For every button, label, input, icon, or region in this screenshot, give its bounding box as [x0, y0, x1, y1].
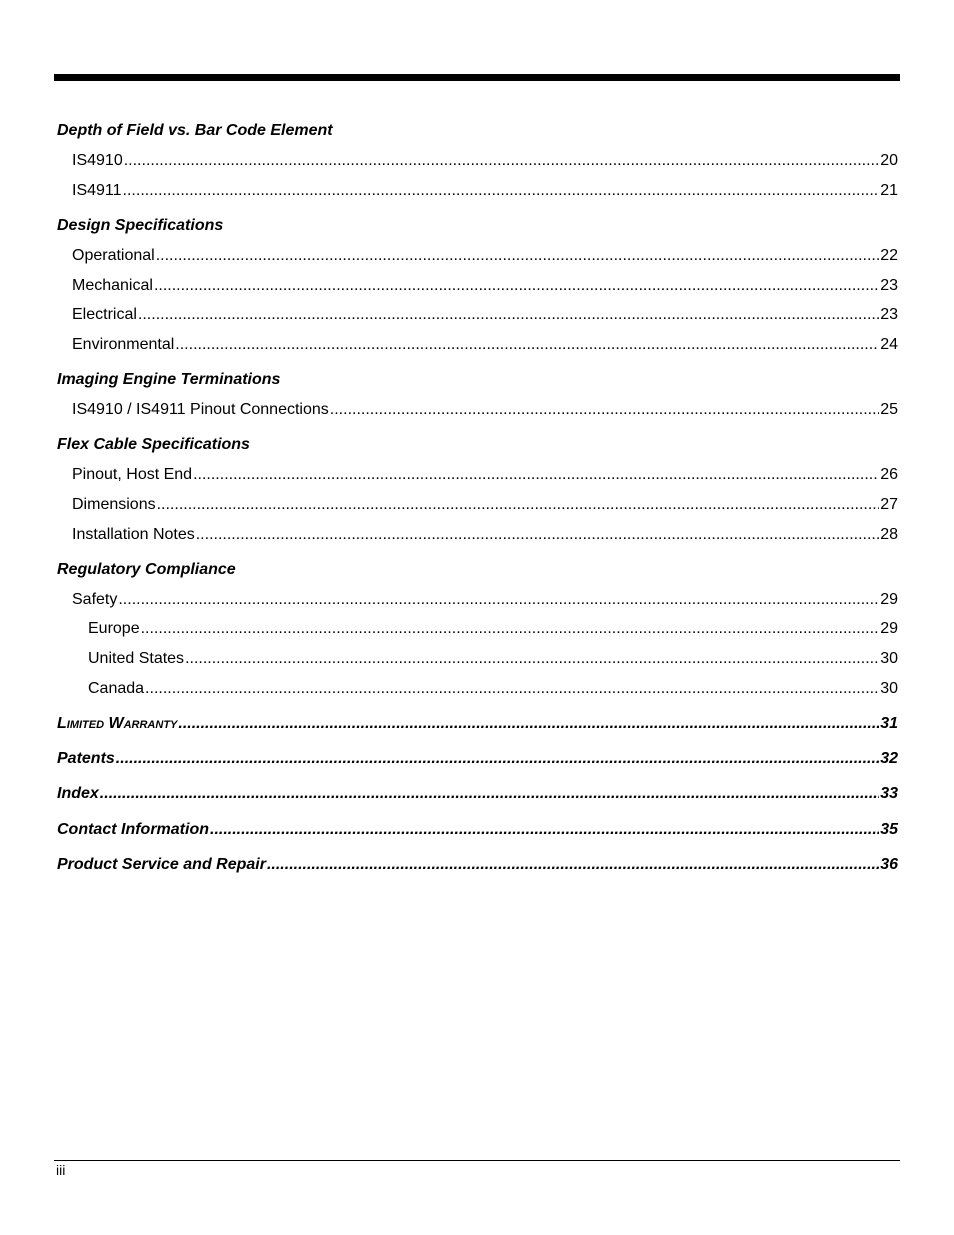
toc-entry-page: 27: [880, 496, 898, 513]
leader-dots: [210, 820, 879, 840]
toc-entry-label: Product Service and Repair: [57, 856, 266, 873]
footer-page-number: iii: [56, 1162, 66, 1178]
toc-entry-label: Installation Notes: [72, 526, 195, 543]
toc-entry-page: 30: [880, 680, 898, 697]
toc-entry-label: Index: [57, 785, 99, 802]
toc-entry-page: 26: [880, 466, 898, 483]
toc-entry-page: 28: [880, 526, 898, 543]
section-heading-imaging-engine-terminations: Imaging Engine Terminations: [57, 371, 281, 388]
leader-dots: [145, 679, 879, 699]
toc-entry-label: Dimensions: [72, 496, 156, 513]
leader-dots: [123, 181, 880, 201]
toc-entry-page: 21: [880, 182, 898, 199]
footer-rule: [54, 1160, 900, 1161]
toc-entry-label: Environmental: [72, 336, 175, 353]
toc-entry-page: 35: [880, 821, 898, 838]
toc-entry-page: 24: [880, 336, 898, 353]
leader-dots: [330, 400, 879, 420]
leader-dots: [124, 151, 879, 171]
leader-dots: [193, 465, 879, 485]
toc-entry-page: 23: [880, 277, 898, 294]
leader-dots: [100, 784, 879, 804]
toc-entry-page: 20: [880, 152, 898, 169]
toc-entry-label: Patents: [57, 750, 115, 767]
toc-entry-page: 30: [880, 650, 898, 667]
toc-entry-page: 29: [880, 620, 898, 637]
toc-entry-label: Europe: [88, 620, 140, 637]
leader-dots: [178, 714, 879, 734]
toc-entry-page: 36: [880, 856, 898, 873]
toc-entry-label: IS4911: [72, 182, 122, 199]
toc-entry-page: 23: [880, 306, 898, 323]
leader-dots: [156, 246, 879, 266]
toc-entry-page: 22: [880, 247, 898, 264]
toc-entry-label: Mechanical: [72, 277, 153, 294]
toc-entry-label: Operational: [72, 247, 155, 264]
toc-entry-label: Limited Warranty: [57, 715, 178, 732]
toc-entry-label: Electrical: [72, 306, 137, 323]
toc-entry-page: 33: [880, 785, 898, 802]
toc-entry-label: Canada: [88, 680, 145, 697]
leader-dots: [175, 335, 879, 355]
toc-entry-label: IS4910 / IS4911 Pinout Connections: [72, 401, 329, 418]
toc-entry-label: Pinout, Host End: [72, 466, 193, 483]
toc-entry-page: 31: [880, 715, 898, 732]
leader-dots: [116, 749, 879, 769]
section-heading-regulatory-compliance: Regulatory Compliance: [57, 561, 236, 578]
toc-entry-label: Contact Information: [57, 821, 209, 838]
leader-dots: [154, 276, 879, 296]
section-heading-depth-of-field: Depth of Field vs. Bar Code Element: [57, 122, 333, 139]
toc-entry-page: 32: [880, 750, 898, 767]
toc-entry-label: Safety: [72, 591, 118, 608]
leader-dots: [267, 855, 879, 875]
section-heading-flex-cable-specifications: Flex Cable Specifications: [57, 436, 250, 453]
leader-dots: [185, 649, 879, 669]
leader-dots: [196, 525, 879, 545]
leader-dots: [157, 495, 880, 515]
toc-entry-label: IS4910: [72, 152, 123, 169]
toc-entry-label: United States: [88, 650, 185, 667]
leader-dots: [138, 305, 879, 325]
toc-entry-page: 29: [880, 591, 898, 608]
leader-dots: [141, 619, 880, 639]
toc-entry-page: 25: [880, 401, 898, 418]
leader-dots: [118, 590, 879, 610]
section-heading-design-specifications: Design Specifications: [57, 217, 224, 234]
